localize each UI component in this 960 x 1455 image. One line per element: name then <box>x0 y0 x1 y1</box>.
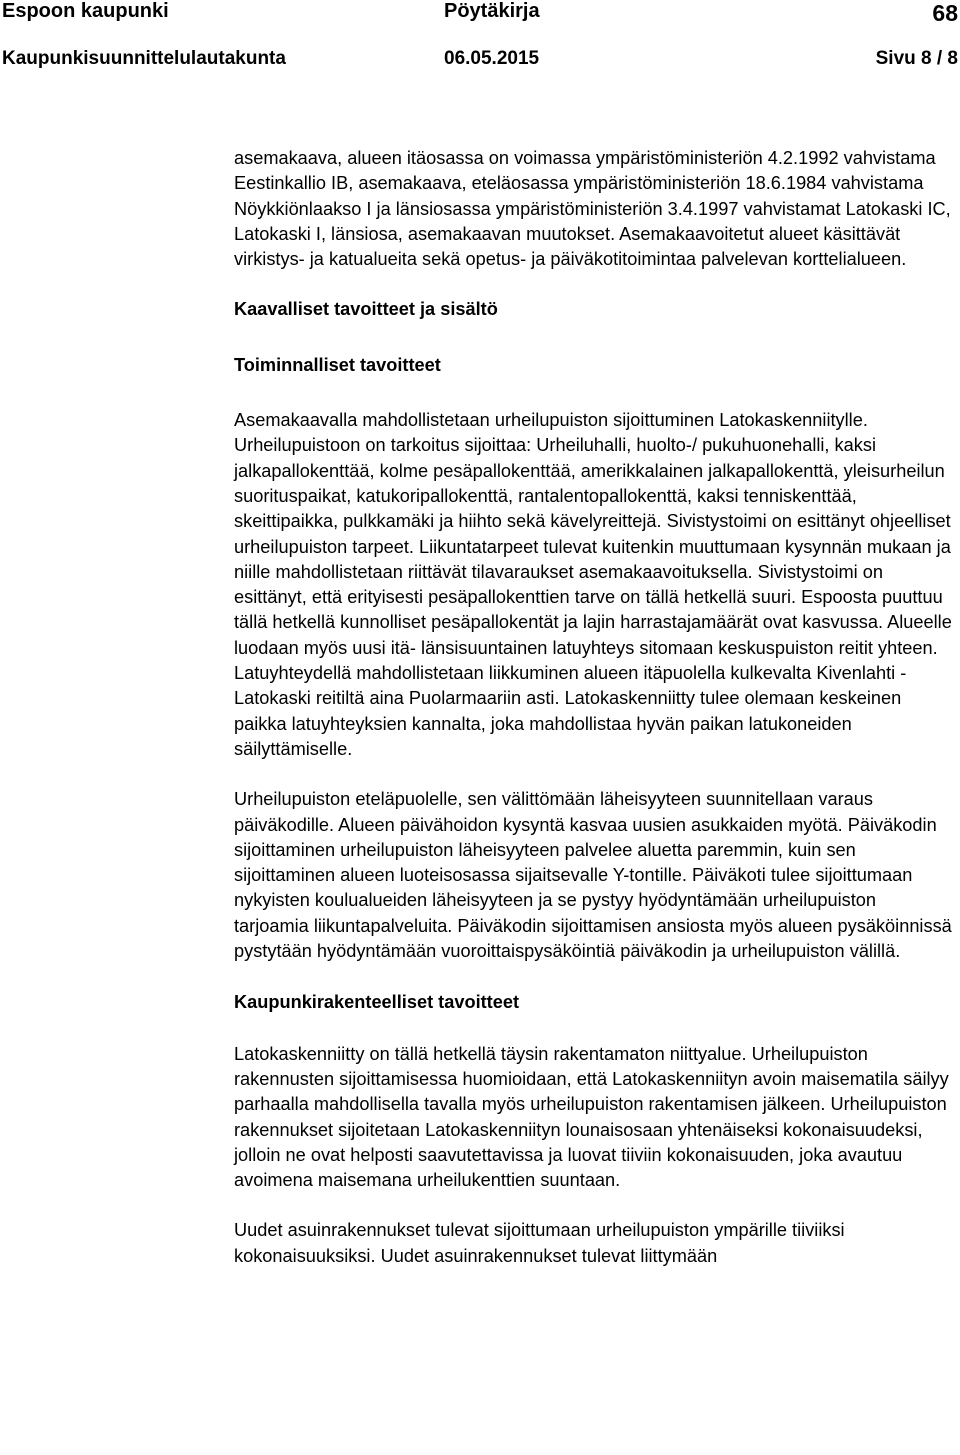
paragraph-meadow: Latokaskenniitty on tällä hetkellä täysin rakentamaton niittyalue. Urheilupuiston rakennusten sijoittamisessa huomioidaan, että Latokaskenniityn avoin maisematila säilyy parhaalla mahdollisella tavalla myös urheilupuiston rakentamisen jälkeen. Urheilupuiston rakennukset sijoitetaan Latokaskenniityn lounaisosaan yhtenäiseksi kokonaisuudeksi, jolloin ne ovat helposti saavutettavissa ja luovat tiiviin kokonaisuuden, joka avautuu avoimena maisemana urheilukenttien suuntaan. <box>234 1043 949 1191</box>
meeting-date: 06.05.2015 <box>444 48 540 69</box>
paragraph-existing-plans: asemakaava, alueen itäosassa on voimassa ympäristöministeriön 4.2.1992 vahvistama Eestinkallio IB, asemakaava, eteläosassa ympäristöministeriön 18.6.1984 vahvistama Nöykkiönlaakso I ja länsiosassa ympäristöministeriön 3.4.1997 vahvistamat Latokaski IC, Latokaski I, länsiosa, asemakaavan muutokset. Asemakaavoitetut alueet käsittävät virkistys- ja katualueita sekä opetus- ja päiväkotitoimintaa palvelevan korttelialueen. <box>234 148 951 270</box>
page-number: Sivu 8 / 8 <box>875 48 958 69</box>
paragraph-daycare: Urheilupuiston eteläpuolelle, sen välittömään läheisyyteen suunnitellaan varaus päiväkodille. Alueen päivähoidon kysyntä kasvaa uusien asukkaiden myötä. Päiväkodin sijoittaminen urheilupuiston läheisyyteen palvelee aluetta paremmin, kuin sen sijoittaminen alueen luoteisosassa sijaitsevalle Y-tontille. Päiväkoti tulee sijoittumaan nykyisten koulualueiden läheisyyteen ja se pystyy hyödyntämään urheilupuiston tarjoamia liikuntapalveluita. Päiväkodin sijoittamisen ansiosta myös alueen pysäköinnissä pystytään hyödyntämään vuoroittaispysäköintiä päiväkodin ja urheilupuiston välillä. <box>234 789 952 962</box>
section-heading-goals: Kaavalliset tavoitteet ja sisältö <box>234 299 498 320</box>
document-body <box>234 146 954 1269</box>
section-number: 68 <box>932 0 958 26</box>
subsection-heading-functional: Toiminnalliset tavoitteet <box>234 354 441 375</box>
city-name: Espoon kaupunki <box>2 0 169 22</box>
paragraph-residential: Uudet asuinrakennukset tulevat sijoittumaan urheilupuiston ympärille tiiviiksi kokonaisuuksiksi. Uudet asuinrakennukset tulevat liittymään <box>234 1220 845 1266</box>
document-type: Pöytäkirja <box>444 0 540 22</box>
subsection-heading-urban-structure: Kaupunkirakenteelliset tavoitteet <box>234 992 520 1013</box>
committee-name: Kaupunkisuunnittelulautakunta <box>2 48 286 69</box>
page-header-top <box>0 0 960 30</box>
page-header-sub <box>0 48 960 78</box>
paragraph-sports-park: Asemakaavalla mahdollistetaan urheilupuiston sijoittuminen Latokaskenniitylle. Urheilupuistoon on tarkoitus sijoittaa: Urheiluhalli, huolto-/ pukuhuonehalli, kaksi jalkapallokenttää, kolme pesäpallokenttää, amerikkalainen jalkapallokenttä, yleisurheilun suorituspaikat, katukoripallokenttä, rantalentopallokenttä, kaksi tenniskenttää, skeittipaikka, pulkkamäki ja hiihto sekä kävelyreittejä. Sivistystoimi on esittänyt ohjeelliset urheilupuiston tarpeet. Liikuntatarpeet tulevat kuitenkin muuttumaan kysynnän mukaan ja niille mahdollistetaan riittävät tilavaraukset asemakaavoituksella. Sivistystoimi on esittänyt, että erityisesti pesäpallokenttien tarve on tällä hetkellä suuri. Espoosta puuttuu tällä hetkellä kunnolliset pesäpallokentät ja lajin harrastajamäärät ovat kasvussa. Alueelle luodaan myös uusi itä- länsisuuntainen latuyhteys sitomaan keskuspuiston reitit yhteen. Latuyhteydellä mahdollistetaan liikkuminen alueen itäpuolella kulkevalta Kivenlahti - Latokaski reitiltä aina Puolarmaariin asti. Latokaskenniitty tulee olemaan keskeinen paikka latuyhteyksien kannalta, joka mahdollistaa hyvän paikan latukoneiden säilyttämiselle. <box>234 410 952 759</box>
